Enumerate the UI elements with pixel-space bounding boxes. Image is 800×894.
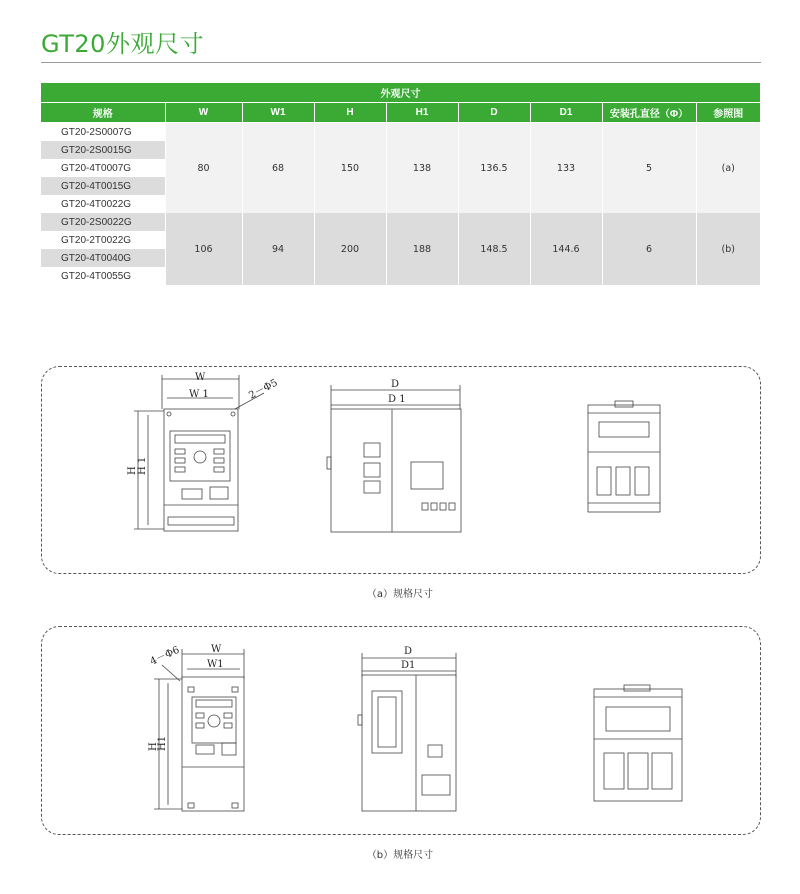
header-d: D: [458, 103, 530, 123]
dim-label-d: D: [391, 379, 400, 390]
value-hole: 6: [602, 213, 696, 285]
figure-a-panel: [41, 366, 761, 574]
table-row: [41, 123, 760, 142]
figure-b-drawing: [42, 627, 760, 834]
value-ref: (b): [696, 213, 760, 285]
value-d1: 144.6: [530, 213, 602, 285]
model-cell: GT20-2S0007G: [41, 123, 165, 142]
value-ref: (a): [696, 123, 760, 214]
value-w1: 94: [242, 213, 314, 285]
dim-label-w1: W 1: [189, 389, 209, 400]
table-row: [41, 213, 760, 231]
header-hole-diameter: 安装孔直径（Φ）: [602, 103, 696, 123]
figure-b-panel: [41, 626, 761, 835]
model-cell: GT20-2T0022G: [41, 231, 165, 249]
dim-label-w-b: W: [211, 644, 222, 655]
dim-label-w: W: [195, 372, 206, 383]
dim-label-hole-b: 4－Φ6: [148, 644, 182, 668]
value-h1: 138: [386, 123, 458, 214]
model-cell: GT20-2S0022G: [41, 213, 165, 231]
header-w: W: [165, 103, 242, 123]
dim-label-h: H: [127, 466, 138, 475]
header-d1: D1: [530, 103, 602, 123]
header-model: 规格: [41, 103, 165, 123]
header-reference: 参照图: [696, 103, 760, 123]
dim-label-h1-b: H1: [157, 735, 168, 751]
front-view-b: [154, 649, 244, 811]
header-h1: H1: [386, 103, 458, 123]
value-w: 80: [165, 123, 242, 214]
page-title: GT20外观尺寸: [41, 30, 204, 58]
dim-label-h-b: H: [148, 742, 159, 751]
table-caption: 外观尺寸: [41, 83, 760, 103]
side-view-a: [327, 385, 461, 532]
model-cell: GT20-2S0015G: [41, 141, 165, 159]
value-w: 106: [165, 213, 242, 285]
value-d1: 133: [530, 123, 602, 214]
header-h: H: [314, 103, 386, 123]
title-divider: [41, 62, 761, 63]
dimension-table: [41, 83, 760, 285]
dim-label-d1-b: D1: [401, 660, 416, 671]
dim-label-h1: H 1: [137, 456, 148, 475]
bottom-view-b: [594, 685, 682, 801]
header-w1: W1: [242, 103, 314, 123]
value-w1: 68: [242, 123, 314, 214]
value-d: 148.5: [458, 213, 530, 285]
model-cell: GT20-4T0055G: [41, 267, 165, 285]
value-h: 150: [314, 123, 386, 214]
value-hole: 5: [602, 123, 696, 214]
figure-a-drawing: [42, 367, 760, 573]
model-cell: GT20-4T0015G: [41, 177, 165, 195]
value-h: 200: [314, 213, 386, 285]
value-d: 136.5: [458, 123, 530, 214]
dim-label-d-b: D: [404, 646, 413, 657]
figure-a-caption: （a）规格尺寸: [366, 589, 434, 600]
bottom-view-a: [588, 401, 660, 512]
figure-b-caption: （b）规格尺寸: [366, 850, 434, 861]
side-view-b: [358, 653, 456, 811]
model-cell: GT20-4T0022G: [41, 195, 165, 213]
dim-label-w1-b: W1: [207, 659, 224, 670]
value-h1: 188: [386, 213, 458, 285]
dim-label-d1: D 1: [388, 394, 406, 405]
dim-label-hole: 2－Φ5: [247, 377, 280, 402]
model-cell: GT20-4T0007G: [41, 159, 165, 177]
model-cell: GT20-4T0040G: [41, 249, 165, 267]
